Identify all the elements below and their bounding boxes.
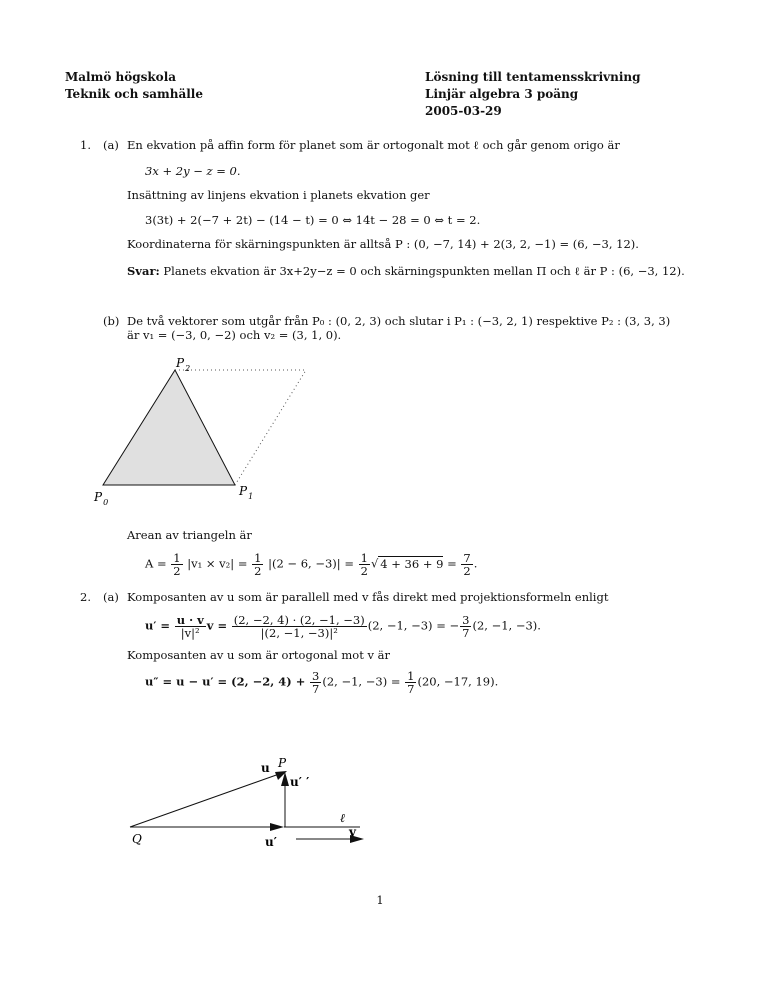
label-p: P xyxy=(278,756,287,770)
problem-2-number: 2. xyxy=(80,590,91,604)
department-name: Teknik och samhälle xyxy=(65,87,203,101)
triangle-shape xyxy=(103,370,235,485)
problem-1-number: 1. xyxy=(80,138,91,152)
label-u-prime: u′ xyxy=(265,835,277,849)
institution-name: Malmö högskola xyxy=(65,70,177,84)
label-q: Q xyxy=(132,832,142,846)
label-p0: $P_0$ xyxy=(94,490,109,507)
area-equation: A = $\frac{1}{2}$ |v₁ × v₂| = $\frac{1}{2}$ |(2 − 6, −3)| = $\frac{1}{2}$ √ 4 + 36 + 9 = $\frac{7}{2}$ . xyxy=(145,551,478,578)
dotted-edge-right xyxy=(235,370,306,485)
answer-text: Planets ekvation är 3x+2y−z = 0 och skärningspunkten mellan Π och ℓ är P : (6, −3, 12). xyxy=(163,264,685,278)
problem-1a-intro: En ekvation på affin form för planet som är ortogonalt mot ℓ och går genom origo är xyxy=(127,138,620,152)
problem-1a-answer xyxy=(127,264,685,279)
vector-u-prime-arrowhead xyxy=(270,823,284,831)
problem-2a-label: (a) xyxy=(103,590,119,604)
label-v: v xyxy=(349,825,356,839)
exam-date: 2005-03-29 xyxy=(425,104,502,118)
label-p1: $P_1$ xyxy=(239,484,254,501)
problem-1a-label: (a) xyxy=(103,138,119,152)
page-number: 1 xyxy=(376,893,384,907)
vector-figure xyxy=(120,750,380,855)
course-name: Linjär algebra 3 poäng xyxy=(425,87,579,101)
label-l: ℓ xyxy=(340,811,345,825)
problem-1b-line2: är v₁ = (−3, 0, −2) och v₂ = (3, 1, 0). xyxy=(127,328,342,342)
problem-1b-label: (b) xyxy=(103,314,120,328)
label-u-double-prime: u′ ′ xyxy=(290,775,310,789)
problem-1a-text3: Koordinaterna för skärningspunkten är alltså P : (0, −7, 14) + 2(3, 2, −1) = (6, −3, 12). xyxy=(127,237,639,251)
vector-u xyxy=(130,773,282,827)
label-u: u xyxy=(261,761,270,775)
plane-equation: 3x + 2y − z = 0. xyxy=(145,164,241,178)
problem-2a-text2: Komposanten av u som är ortogonal mot v är xyxy=(127,648,390,662)
orthogonal-equation: u″ = u − u′ = (2, −2, 4) + $\frac{3}{7}$ (2, −1, −3) = $\frac{1}{7}$ (20, −17, 19). xyxy=(145,669,499,696)
substitution-equation: 3(3t) + 2(−7 + 2t) − (14 − t) = 0 ⇔ 14t − 28 = 0 ⇔ t = 2. xyxy=(145,213,481,227)
problem-2a-text1: Komposanten av u som är parallell med v fås direkt med projektionsformeln enligt xyxy=(127,590,609,604)
document-title: Lösning till tentamensskrivning xyxy=(425,70,641,84)
projection-equation: u′ = $\frac{u \cdot v}{\text{|v|²}}$ v = $\frac{(2, -2, 4) \cdot (2, -1, -3)}{\text{|(2, −1, −3)|²}}$ (2, −1, −3) = − $\frac{3}{7}$ (2, −1, −3). xyxy=(145,613,541,640)
problem-1b-line1: De två vektorer som utgår från P₀ : (0, 2, 3) och slutar i P₁ : (−3, 2, 1) respektive P₂ : (3, 3, 3) xyxy=(127,314,671,328)
answer-label: Svar: xyxy=(127,264,160,278)
triangle-figure xyxy=(80,350,330,515)
label-p2: $P_2$ xyxy=(176,356,191,373)
problem-1a-text2: Insättning av linjens ekvation i planets ekvation ger xyxy=(127,188,430,202)
area-text: Arean av triangeln är xyxy=(127,528,252,542)
